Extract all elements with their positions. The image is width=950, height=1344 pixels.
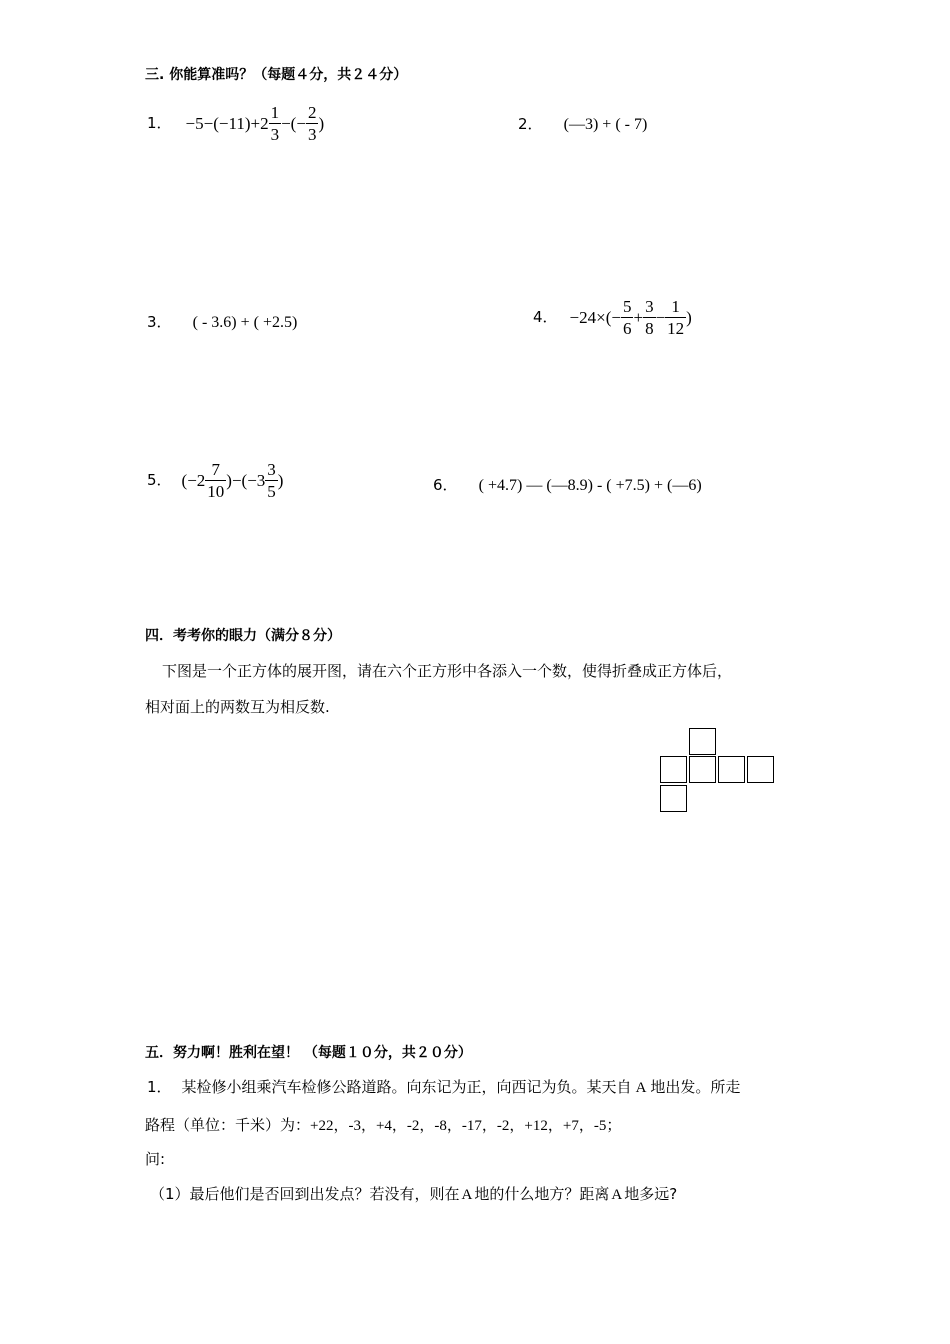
denominator: 6 <box>622 319 632 338</box>
question-number: 2． <box>518 115 543 133</box>
question-3 <box>147 311 297 332</box>
problem-1-line-2 <box>145 1114 621 1135</box>
question-1 <box>147 104 324 143</box>
cube-face <box>747 756 774 783</box>
fraction <box>205 461 226 500</box>
fraction <box>269 104 282 143</box>
point-label: A <box>611 1187 623 1203</box>
sub-question-text: （1）最后他们是否回到出发点？若没有，则在 <box>150 1185 460 1203</box>
point-label: A <box>461 1187 473 1203</box>
problem-1-line-1 <box>147 1076 740 1097</box>
expr-part: ) <box>686 308 692 327</box>
expr-part: + <box>633 308 644 327</box>
question-number: 3． <box>147 313 172 331</box>
question-prompt: 问: <box>145 1150 166 1168</box>
question-number: 6． <box>433 476 458 494</box>
problem-text: 地出发。所走 <box>650 1078 741 1096</box>
numerator: 3 <box>645 297 654 316</box>
numerator: 1 <box>665 298 686 318</box>
denominator: 12 <box>667 319 685 338</box>
question-2 <box>518 113 647 134</box>
cube-face <box>689 728 716 755</box>
cube-face <box>689 756 716 783</box>
sub-question-text: 地多远? <box>624 1185 678 1203</box>
denominator: 3 <box>307 125 317 144</box>
expr-part: −(− <box>281 114 306 133</box>
problem-number: 1． <box>147 1078 172 1096</box>
expression: (—3) + ( - 7) <box>563 116 648 133</box>
numerator: 2 <box>307 103 317 122</box>
cube-face <box>660 785 687 812</box>
denominator: 8 <box>645 319 654 338</box>
distance-values: +22，-3，+4，-2，-8，-17，-2，+12，+7，-5； <box>310 1118 622 1134</box>
question-5 <box>147 461 283 500</box>
section-4-instruction-line-2: 相对面上的两数互为相反数. <box>145 698 330 716</box>
fraction <box>306 104 319 143</box>
expr-part: ) <box>318 114 325 133</box>
cube-face <box>718 756 745 783</box>
denominator: 10 <box>207 482 225 501</box>
question-number: 4． <box>533 308 558 326</box>
expression: ( - 3.6) + ( +2.5) <box>192 314 298 331</box>
point-label: A <box>635 1080 647 1096</box>
question-4 <box>533 298 692 337</box>
distance-label: 路程（单位：千米）为： <box>145 1116 311 1134</box>
sub-question-1 <box>150 1183 677 1204</box>
numerator: 1 <box>270 103 280 122</box>
expr-part: (−2 <box>181 471 206 490</box>
sub-question-text: 地的什么地方？距离 <box>474 1185 610 1203</box>
numerator: 7 <box>205 461 226 481</box>
section-4-instruction-line-1: 下图是一个正方体的展开图，请在六个正方形中各添入一个数，使得折叠成正方体后， <box>162 662 733 680</box>
section-5-title: 五．努力啊！胜利在望！ （每题１０分，共２０分） <box>145 1045 472 1061</box>
cube-face <box>660 756 687 783</box>
question-6 <box>433 474 702 495</box>
numerator: 5 <box>622 297 632 316</box>
fraction <box>265 461 278 500</box>
fraction <box>621 298 634 337</box>
expr-part: )−(−3 <box>226 471 266 490</box>
question-number: 1． <box>147 114 172 132</box>
section-3-title: 三. 你能算准吗？（每题４分，共２４分） <box>145 67 408 83</box>
denominator: 3 <box>270 125 280 144</box>
expr-part: − <box>655 308 666 327</box>
section-4-title: 四．考考你的眼力（满分８分） <box>145 628 341 644</box>
fraction <box>665 298 686 337</box>
denominator: 5 <box>267 482 276 501</box>
expr-part: −24×(− <box>569 308 621 327</box>
expr-part: ) <box>277 471 284 490</box>
expression: ( +4.7) — (—8.9) - ( +7.5) + (—6) <box>478 477 702 494</box>
expr-part: −5−(−11)+2 <box>185 114 269 133</box>
fraction <box>643 298 656 337</box>
numerator: 3 <box>267 460 276 479</box>
question-number: 5． <box>147 471 172 489</box>
problem-text: 某检修小组乘汽车检修公路道路。向东记为正，向西记为负。某天自 <box>181 1078 632 1096</box>
